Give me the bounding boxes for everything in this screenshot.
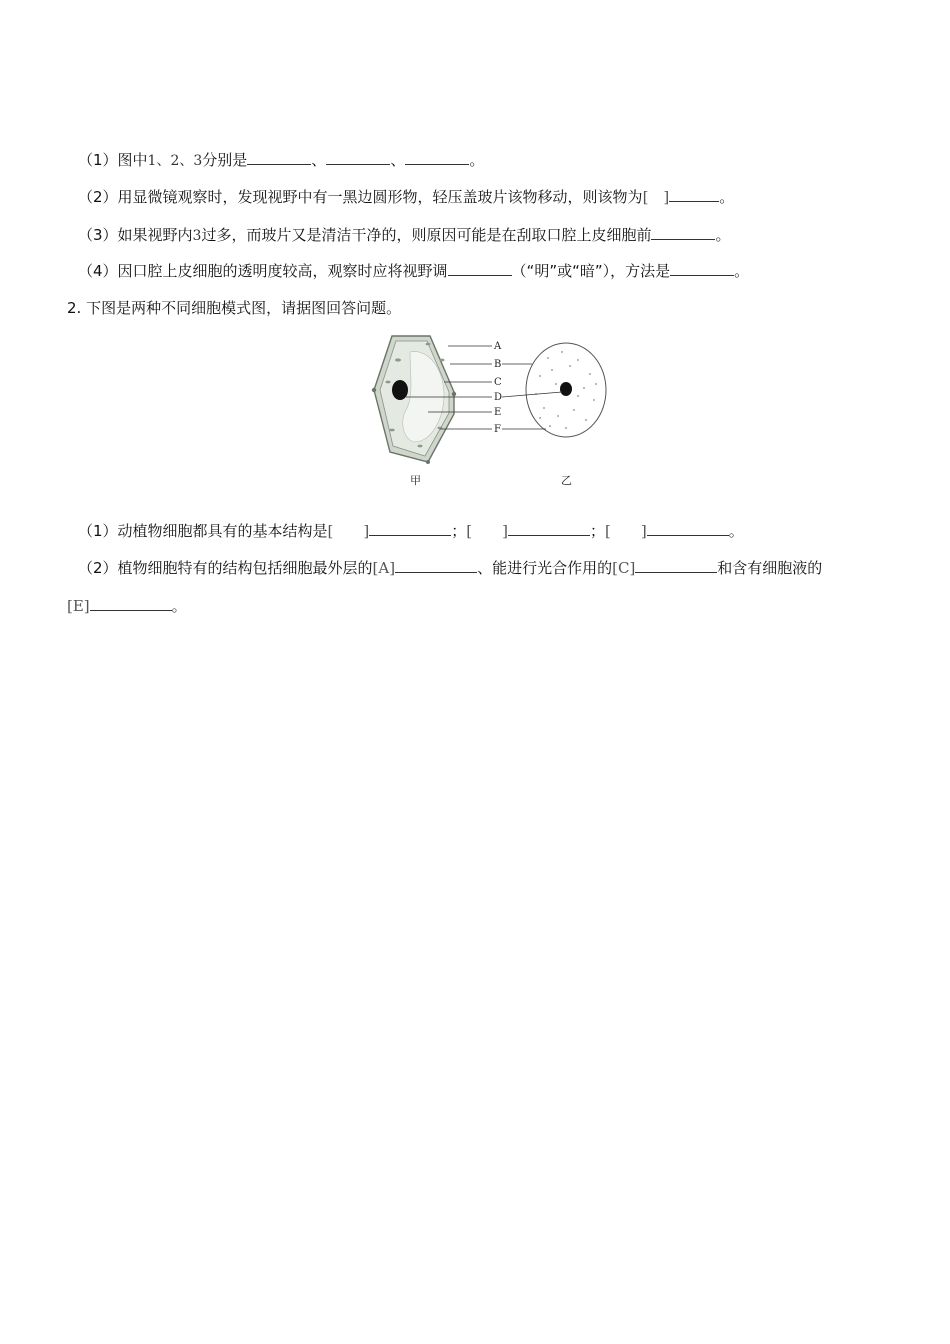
- q2-sub2-line1: [78, 558, 822, 578]
- period: 。: [734, 262, 750, 280]
- q2-sub2-text3: 和含有细胞液的: [717, 559, 823, 577]
- answer-blank[interactable]: [647, 521, 729, 536]
- bracket-blank[interactable]: [ ]: [466, 522, 508, 540]
- answer-blank[interactable]: [508, 521, 590, 536]
- bracket-A: [A]: [372, 559, 396, 577]
- q1-sub4-choice: （“明”或“暗”），方法是: [511, 262, 671, 280]
- answer-blank[interactable]: [405, 150, 469, 165]
- q2-sub2-line2: [67, 596, 187, 616]
- q1-sub1-mid: 分别是: [202, 151, 248, 169]
- period: 。: [171, 597, 187, 615]
- q2-title: 2. 下图是两种不同细胞模式图，请据图回答问题。: [67, 299, 402, 317]
- label-D: D: [494, 392, 503, 403]
- q2-sub1-text: （1）动植物细胞都具有的基本结构是: [78, 522, 328, 540]
- period: 。: [719, 188, 735, 206]
- plant-nucleus: [392, 380, 408, 400]
- bracket-blank[interactable]: [ ]: [642, 188, 670, 206]
- label-B: B: [494, 359, 502, 370]
- answer-blank[interactable]: [395, 558, 477, 573]
- bracket-C: [C]: [612, 559, 636, 577]
- answer-blank[interactable]: [90, 596, 172, 611]
- label-A: A: [494, 341, 502, 352]
- q1-sub4-text: （4）因口腔上皮细胞的透明度较高，观察时应将视野调: [78, 262, 448, 280]
- period: 。: [469, 151, 485, 169]
- chloroplast: [439, 359, 444, 362]
- chloroplast: [395, 358, 401, 361]
- chloroplast: [389, 429, 395, 432]
- q1-sub4: [78, 261, 749, 281]
- bracket-blank[interactable]: [ ]: [327, 522, 370, 540]
- cell-diagram: [370, 330, 620, 492]
- q1-sub3-prefix: （3）如果视野内: [78, 226, 193, 244]
- answer-blank[interactable]: [635, 558, 717, 573]
- animal-nucleus: [560, 382, 572, 396]
- period: 。: [728, 522, 744, 540]
- q1-sub3: [78, 225, 731, 246]
- label-F: F: [494, 424, 501, 435]
- chloroplast: [426, 343, 431, 346]
- caption-animal: 乙: [561, 474, 572, 487]
- q2-sub2-text1: （2）植物细胞特有的结构包括细胞最外层的: [78, 559, 373, 577]
- answer-blank[interactable]: [670, 261, 734, 276]
- bracket-blank[interactable]: [ ]: [605, 522, 647, 540]
- semicolon: ；: [590, 522, 606, 540]
- separator: 、: [390, 151, 406, 169]
- chloroplast: [417, 445, 422, 448]
- semicolon: ；: [451, 522, 467, 540]
- answer-blank[interactable]: [669, 187, 719, 202]
- q1-sub1-nums: 1、2、3: [147, 153, 203, 169]
- label-E: E: [494, 407, 502, 418]
- answer-blank[interactable]: [247, 150, 311, 165]
- q1-sub1: [78, 150, 484, 171]
- answer-blank[interactable]: [448, 261, 512, 276]
- q1-sub3-text: 过多，而玻片又是清洁干净的，则原因可能是在刮取口腔上皮细胞前: [201, 226, 652, 244]
- answer-blank[interactable]: [369, 521, 451, 536]
- q1-sub3-num: 3: [192, 228, 202, 244]
- q1-sub2: [78, 187, 734, 207]
- q2-sub1: [78, 521, 744, 541]
- answer-blank[interactable]: [326, 150, 390, 165]
- bracket-E: [E]: [67, 597, 90, 615]
- separator: 、: [311, 151, 327, 169]
- answer-blank[interactable]: [651, 225, 715, 240]
- q1-sub1-prefix: （1）图中: [78, 151, 148, 169]
- q1-sub2-text: （2）用显微镜观察时，发现视野中有一黑边圆形物，轻压盖玻片该物移动，则该物为: [78, 188, 643, 206]
- chloroplast: [385, 381, 390, 384]
- period: 。: [715, 226, 731, 244]
- caption-plant: 甲: [410, 474, 421, 487]
- q2-sub2-text2: 、能进行光合作用的: [477, 559, 613, 577]
- label-C: C: [494, 377, 502, 388]
